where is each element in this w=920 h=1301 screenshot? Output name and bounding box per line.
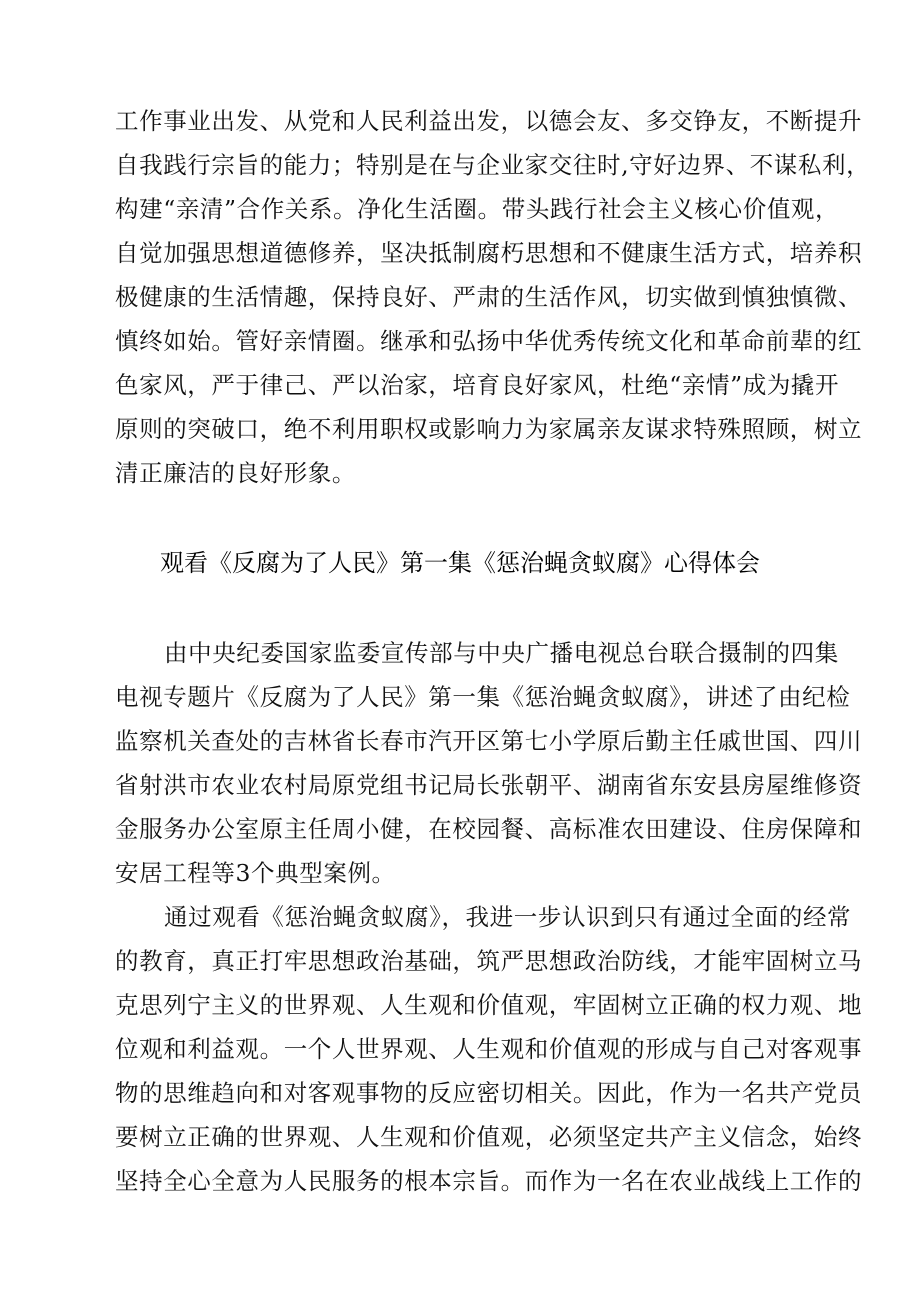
text-line: 通过观看《惩治蝇贪蚁腐》，我进一步认识到只有通过全面的经常 bbox=[164, 903, 852, 931]
text-line: 金服务办公室原主任周小健，在校园餐、高标准农田建设、住房保障和 bbox=[115, 815, 863, 843]
text-line: 省射洪市农业农村局原党组书记局长张朝平、湖南省东安县房屋维修资 bbox=[115, 771, 863, 799]
text-line: 极健康的生活情趣，保持良好、严肃的生活作风，切实做到慎独慎微、 bbox=[115, 283, 863, 311]
text-line: 自我践行宗旨的能力；特别是在与企业家交往时,守好边界、不谋私利， bbox=[115, 151, 871, 179]
text-line: 安居工程等3个典型案例。 bbox=[115, 859, 396, 887]
section-heading: 观看《反腐为了人民》第一集《惩治蝇贪蚁腐》心得体会 bbox=[160, 549, 760, 577]
text-line: 克思列宁主义的世界观、人生观和价值观，牢固树立正确的权力观、地 bbox=[115, 991, 863, 1019]
text-line: 电视专题片《反腐为了人民》第一集《惩治蝇贪蚁腐》，讲述了由纪检 bbox=[115, 683, 851, 711]
text-line: 工作事业出发、从党和人民利益出发，以德会友、多交铮友，不断提升 bbox=[115, 107, 863, 135]
text-line: 物的思维趋向和对客观事物的反应密切相关。因此，作为一名共产党员 bbox=[115, 1079, 863, 1107]
text-line: 原则的突破口，绝不利用职权或影响力为家属亲友谋求特殊照顾，树立 bbox=[115, 415, 863, 443]
text-line: 清正廉洁的良好形象。 bbox=[115, 459, 356, 487]
text-line: 构建“亲清”合作关系。净化生活圈。带头践行社会主义核心价值观， bbox=[115, 195, 840, 223]
text-line: 由中央纪委国家监委宣传部与中央广播电视总台联合摄制的四集 bbox=[164, 639, 839, 667]
text-line: 监察机关查处的吉林省长春市汽开区第七小学原后勤主任戚世国、四川 bbox=[115, 727, 863, 755]
text-line: 坚持全心全意为人民服务的根本宗旨。而作为一名在农业战线上工作的 bbox=[115, 1167, 863, 1195]
text-line: 位观和利益观。一个人世界观、人生观和价值观的形成与自己对客观事 bbox=[115, 1035, 863, 1063]
text-line: 的教育，真正打牢思想政治基础，筑严思想政治防线，才能牢固树立马 bbox=[115, 947, 863, 975]
text-line: 色家风，严于律己、严以治家，培育良好家风，杜绝“亲情”成为撬开 bbox=[115, 371, 840, 399]
text-line: 要树立正确的世界观、人生观和价值观，必须坚定共产主义信念，始终 bbox=[115, 1123, 863, 1151]
text-line: 自觉加强思想道德修养，坚决抵制腐朽思想和不健康生活方式，培养积 bbox=[115, 239, 863, 267]
text-line: 慎终如始。管好亲情圈。继承和弘扬中华优秀传统文化和革命前辈的红 bbox=[115, 327, 863, 355]
